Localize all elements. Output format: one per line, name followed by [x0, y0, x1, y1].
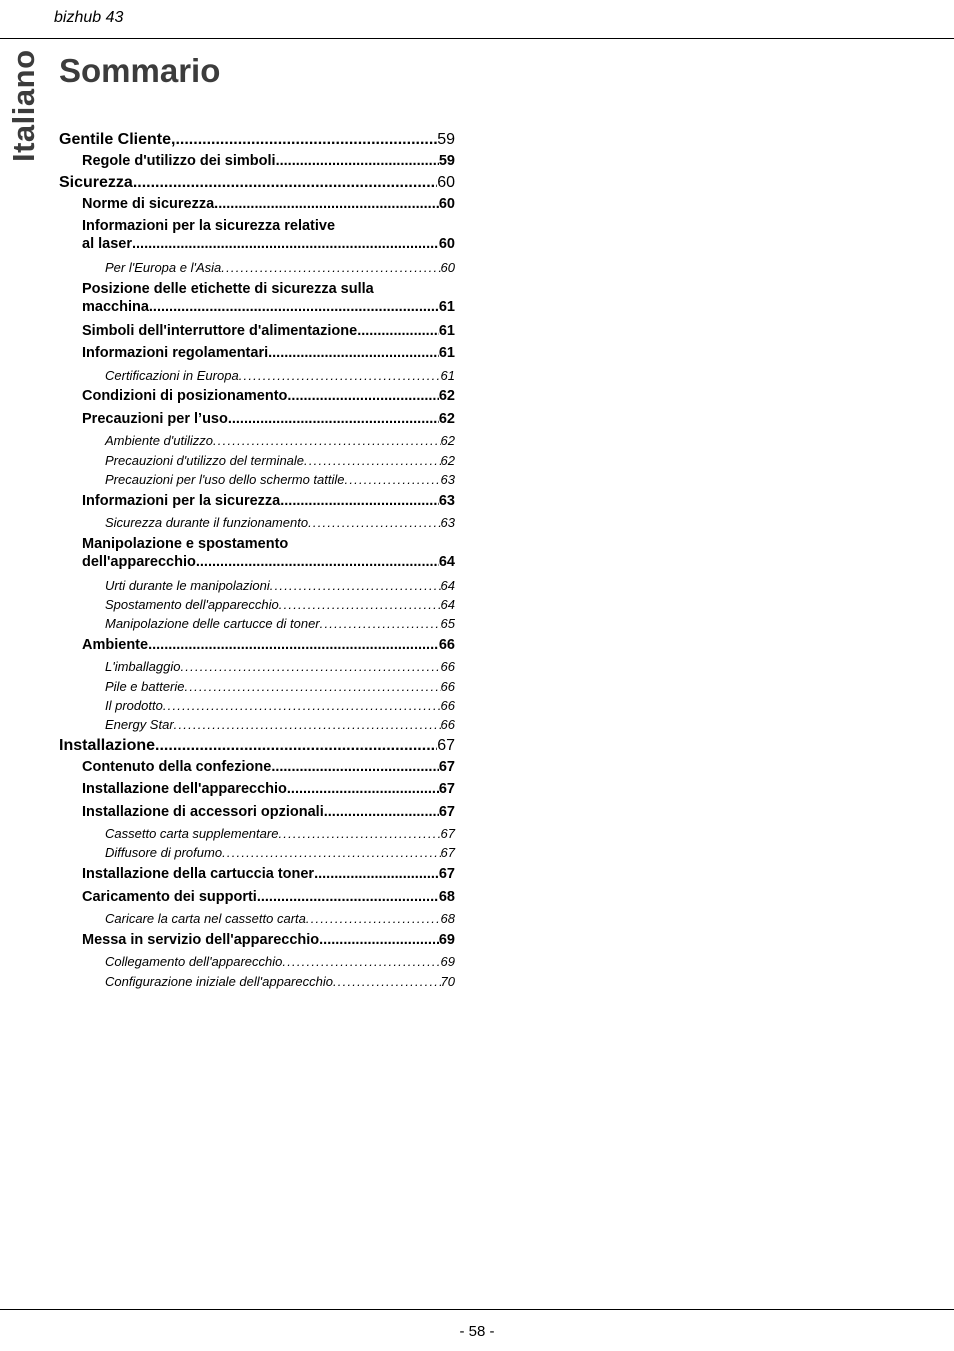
- toc-entry-page: 67: [440, 845, 455, 860]
- toc-leader-dots: [228, 411, 439, 427]
- toc-entry-title: Installazione di accessori opzionali: [82, 804, 324, 820]
- toc-entry-title: Precauzioni per l’uso: [82, 411, 228, 427]
- toc-entry[interactable]: [105, 472, 455, 487]
- toc-entry-page: 63: [438, 493, 455, 509]
- toc-entry-page: 66: [440, 698, 455, 713]
- toc-entry[interactable]: [82, 804, 455, 820]
- toc-entry[interactable]: [82, 866, 455, 882]
- toc-entry-title: Per l'Europa e l'Asia: [105, 260, 222, 275]
- toc-entry-page: 69: [438, 932, 455, 948]
- toc-entry-page: 60: [440, 260, 455, 275]
- toc-leader-dots: [308, 515, 440, 530]
- toc-leader-dots: [149, 299, 439, 315]
- toc-entry-title: Installazione dell'apparecchio: [82, 781, 287, 797]
- toc-entry[interactable]: [82, 536, 455, 570]
- toc-entry[interactable]: [105, 260, 455, 275]
- toc-entry-title: Messa in servizio dell'apparecchio: [82, 932, 320, 948]
- toc-entry-page: 60: [438, 236, 455, 252]
- toc-leader-dots: [268, 345, 439, 361]
- toc-entry-title: Condizioni di posizionamento: [82, 388, 288, 404]
- toc-entry-page: 59: [438, 153, 455, 169]
- toc-entry-page: 64: [440, 578, 455, 593]
- toc-leader-dots: [239, 368, 441, 383]
- toc-entry-page: 61: [438, 345, 455, 361]
- toc-entry-title: Precauzioni per l'uso dello schermo tattile: [105, 472, 345, 487]
- toc-entry[interactable]: [105, 578, 455, 593]
- toc-entry-title-line1: Manipolazione e spostamento: [82, 536, 289, 552]
- header-rule: [0, 38, 954, 39]
- toc-entry-page: 69: [440, 954, 455, 969]
- toc-entry[interactable]: [82, 218, 455, 252]
- toc-entry-page: 67: [440, 826, 455, 841]
- toc-entry[interactable]: [82, 281, 455, 315]
- toc-entry-title: dell'apparecchio: [82, 554, 196, 570]
- toc-entry-title: Il prodotto: [105, 698, 163, 713]
- toc-entry-title: Contenuto della confezione: [82, 759, 272, 775]
- toc-leader-dots: [180, 659, 440, 674]
- toc-entry-title: Ambiente: [82, 637, 149, 653]
- toc-leader-dots: [357, 323, 439, 339]
- page-title: Sommario: [59, 52, 221, 89]
- toc-entry-title: Configurazione iniziale dell'apparecchio: [105, 974, 333, 989]
- toc-entry[interactable]: [82, 388, 455, 404]
- toc-entry-page: 68: [438, 889, 455, 905]
- toc-entry[interactable]: [82, 637, 455, 653]
- toc-entry[interactable]: [105, 433, 455, 448]
- toc-entry-title: Sicurezza: [59, 174, 133, 191]
- toc-entry-title: Cassetto carta supplementare: [105, 826, 279, 841]
- language-side-label: Italiano: [6, 49, 41, 162]
- toc-leader-dots: [148, 637, 439, 653]
- toc-entry-page: 67: [438, 759, 455, 775]
- toc-entry-page: 63: [440, 515, 455, 530]
- toc-leader-dots: [133, 174, 437, 192]
- toc-entry-title: Sicurezza durante il funzionamento: [105, 515, 309, 530]
- toc-entry[interactable]: [82, 345, 455, 361]
- toc-entry[interactable]: [82, 781, 455, 797]
- toc-entry-page: 68: [440, 911, 455, 926]
- toc-leader-dots: [287, 781, 439, 797]
- toc-entry[interactable]: [82, 889, 455, 905]
- toc-entry[interactable]: [105, 368, 455, 383]
- toc-leader-dots: [175, 131, 437, 149]
- toc-entry-page: 66: [440, 679, 455, 694]
- toc-entry[interactable]: [82, 932, 455, 948]
- toc-entry[interactable]: [105, 698, 455, 713]
- toc-entry-title: Caricare la carta nel cassetto carta: [105, 911, 306, 926]
- toc-leader-dots: [155, 737, 437, 755]
- toc-entry[interactable]: [59, 131, 455, 149]
- toc-entry[interactable]: [105, 826, 455, 841]
- toc-entry[interactable]: [105, 911, 455, 926]
- toc-leader-dots: [174, 717, 441, 732]
- toc-leader-dots: [185, 679, 441, 694]
- toc-entry-page: 62: [438, 411, 455, 427]
- toc-entry-title: al laser: [82, 236, 132, 252]
- toc-entry-title: macchina: [82, 299, 149, 315]
- toc-entry-page: 64: [438, 554, 455, 570]
- toc-entry[interactable]: [105, 597, 455, 612]
- toc-leader-dots: [320, 616, 441, 631]
- toc-entry-title: Installazione della cartuccia toner: [82, 866, 315, 882]
- toc-leader-dots: [163, 698, 441, 713]
- toc-leader-dots: [276, 153, 439, 169]
- toc-entry-title: Manipolazione delle cartucce di toner: [105, 616, 320, 631]
- toc-leader-dots: [222, 845, 440, 860]
- toc-entry-title: Diffusore di profumo: [105, 845, 223, 860]
- toc-entry-title: Energy Star: [105, 717, 174, 732]
- toc-entry-page: 59: [437, 131, 455, 148]
- toc-entry-page: 67: [437, 737, 455, 754]
- toc-entry-page: 65: [440, 616, 455, 631]
- toc-entry-title: Gentile Cliente,: [59, 131, 176, 148]
- toc-leader-dots: [196, 554, 439, 570]
- toc-leader-dots: [345, 472, 441, 487]
- toc-entry-page: 67: [438, 804, 455, 820]
- toc-entry-title-line1: Informazioni per la sicurezza relative: [82, 218, 336, 234]
- toc-entry[interactable]: [59, 737, 455, 755]
- toc-entry[interactable]: [82, 759, 455, 775]
- toc-entry-title: L'imballaggio: [105, 659, 181, 674]
- toc-leader-dots: [270, 578, 441, 593]
- page-number: - 58 -: [459, 1323, 495, 1340]
- toc-leader-dots: [319, 932, 439, 948]
- toc-entry[interactable]: [82, 493, 455, 509]
- toc-leader-dots: [287, 388, 438, 404]
- toc-entry[interactable]: [82, 196, 455, 212]
- toc-leader-dots: [306, 911, 441, 926]
- toc-entry-page: 62: [440, 453, 455, 468]
- toc-entry[interactable]: [105, 515, 455, 530]
- toc-leader-dots: [213, 433, 441, 448]
- toc-leader-dots: [314, 866, 439, 882]
- toc-entry[interactable]: [105, 453, 455, 468]
- toc-entry-page: 61: [440, 368, 455, 383]
- toc-entry-title: Collegamento dell'apparecchio: [105, 954, 283, 969]
- toc-entry[interactable]: [105, 717, 455, 732]
- footer-rule: [0, 1309, 954, 1310]
- toc-entry-page: 66: [440, 717, 455, 732]
- toc-entry[interactable]: [82, 153, 455, 169]
- toc-entry-title: Ambiente d'utilizzo: [105, 433, 213, 448]
- toc-entry[interactable]: [105, 679, 455, 694]
- toc-entry-title: Installazione: [59, 737, 156, 754]
- toc-leader-dots: [271, 759, 439, 775]
- toc-entry-title: Caricamento dei supporti: [82, 889, 257, 905]
- toc-leader-dots: [278, 826, 440, 841]
- toc-entry-title: Spostamento dell'apparecchio: [105, 597, 279, 612]
- toc-entry-page: 61: [438, 323, 455, 339]
- toc-entry[interactable]: [105, 659, 455, 674]
- toc-entry-title: Pile e batterie: [105, 679, 185, 694]
- toc-leader-dots: [333, 974, 441, 989]
- toc-leader-dots: [282, 954, 440, 969]
- toc-entry-title-line1: Posizione delle etichette di sicurezza sulla: [82, 281, 374, 297]
- toc-entry-title: Informazioni per la sicurezza: [82, 493, 281, 509]
- toc-leader-dots: [257, 889, 439, 905]
- toc-leader-dots: [132, 236, 439, 252]
- toc-leader-dots: [279, 597, 441, 612]
- toc-leader-dots: [214, 196, 439, 212]
- toc-entry-page: 62: [438, 388, 455, 404]
- toc-entry-page: 66: [440, 659, 455, 674]
- toc-entry-page: 60: [437, 174, 455, 191]
- toc-leader-dots: [280, 493, 439, 509]
- toc-entry-title: Informazioni regolamentari: [82, 345, 269, 361]
- toc-entry-page: 66: [438, 637, 455, 653]
- toc-entry[interactable]: [105, 616, 455, 631]
- toc-entry-page: 67: [438, 781, 455, 797]
- toc-entry[interactable]: [105, 974, 455, 989]
- toc-entry-title: Certificazioni in Europa: [105, 368, 239, 383]
- toc-entry-page: 70: [440, 974, 455, 989]
- document-header-title: bizhub 43: [54, 9, 124, 26]
- toc-entry-title: Norme di sicurezza: [82, 196, 215, 212]
- toc-entry[interactable]: [82, 411, 455, 427]
- toc-entry-page: 60: [438, 196, 455, 212]
- toc-entry-title: Precauzioni d'utilizzo del terminale: [105, 453, 305, 468]
- toc-entry-title: Simboli dell'interruttore d'alimentazione: [82, 323, 358, 339]
- toc-leader-dots: [304, 453, 441, 468]
- toc-entry[interactable]: [105, 845, 455, 860]
- toc-entry-page: 63: [440, 472, 455, 487]
- toc-entry-title: Regole d'utilizzo dei simboli: [82, 153, 276, 169]
- toc-leader-dots: [221, 260, 440, 275]
- toc-entry-page: 64: [440, 597, 455, 612]
- toc-entry-page: 62: [440, 433, 455, 448]
- toc-entry[interactable]: [105, 954, 455, 969]
- toc-entry[interactable]: [59, 174, 455, 192]
- toc-leader-dots: [324, 804, 439, 820]
- toc-entry-page: 61: [438, 299, 455, 315]
- toc-entry[interactable]: [82, 323, 455, 339]
- toc-entry-title: Urti durante le manipolazioni: [105, 578, 270, 593]
- toc-entry-page: 67: [438, 866, 455, 882]
